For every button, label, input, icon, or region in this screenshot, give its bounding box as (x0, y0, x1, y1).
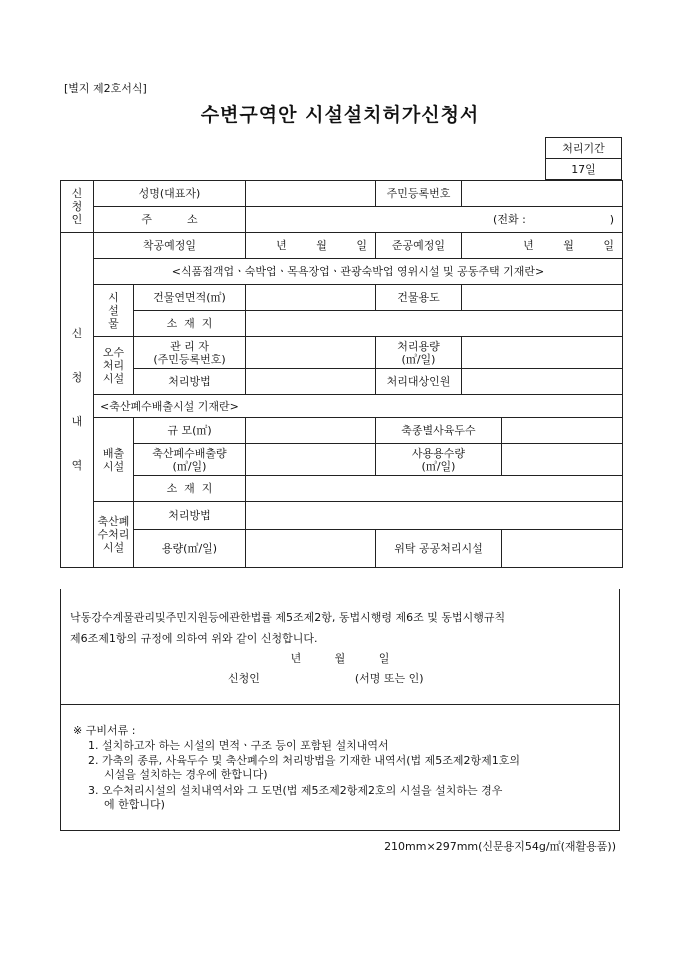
discharge-location-label: 소 재 지 (134, 476, 246, 502)
building-use-label: 건물용도 (376, 285, 462, 311)
treat-population-label: 처리대상인원 (376, 369, 462, 395)
public-treat-label: 위탁 공공처리시설 (376, 530, 502, 568)
discharge-facility-label: 배출 시설 (94, 418, 134, 502)
wastewater-field[interactable] (246, 444, 376, 476)
document-item-3: 3. 오수처리시설의 설치내역서와 그 도면(법 제5조제2항제2호의 시설을 설치하는 경우 (88, 784, 503, 797)
facility-location-label: 소 재 지 (134, 311, 246, 337)
applicant-section-label: 신 청 인 (61, 181, 94, 233)
declaration-line-1: 낙동강수계물관리및주민지원등에관한법률 제5조제2항, 동법시행령 제6조 및 동법시행규칙 (70, 611, 506, 624)
processing-period-label: 처리기간 (546, 138, 622, 159)
scale-label: 규 모(㎡) (134, 418, 246, 444)
building-use-field[interactable] (462, 285, 623, 311)
livestock-method-label: 처리방법 (134, 502, 246, 530)
sewage-facility-label: 오수 처리 시설 (94, 337, 134, 395)
declaration-line-2: 제6조제1항의 규정에 의하여 위와 같이 신청합니다. (70, 632, 318, 645)
treat-capacity-field[interactable] (462, 337, 623, 369)
floor-area-field[interactable] (246, 285, 376, 311)
address-field[interactable]: (전화 : ) (246, 207, 623, 233)
documents-title: ※ 구비서류 : (73, 724, 136, 737)
document-item-2: 2. 가축의 종류, 사육두수 및 축산폐수의 처리방법을 기재한 내역서(법 제5조제2항제1호의 (88, 754, 521, 767)
paper-spec: 210mm×297mm(신문용지54g/㎡(재활용품)) (384, 840, 616, 853)
name-field[interactable] (246, 181, 376, 207)
treat-method-label: 처리방법 (134, 369, 246, 395)
processing-period-box (545, 137, 622, 180)
completion-date-label: 준공예정일 (376, 233, 462, 259)
treat-population-field[interactable] (462, 369, 623, 395)
reg-no-label: 주민등록번호 (376, 181, 462, 207)
floor-area-label: 건물연면적(㎡) (134, 285, 246, 311)
applicant-signature-line (228, 670, 424, 686)
livestock-note: <축산폐수배출시설 기재란> (94, 395, 623, 418)
document-title: 수변구역안 시설설치허가신청서 (200, 104, 480, 126)
address-label: 주 소 (94, 207, 246, 233)
livestock-treat-label: 축산폐 수처리 시설 (94, 502, 134, 568)
application-table (60, 180, 623, 568)
completion-date-field[interactable]: 년 월 일 (462, 233, 623, 259)
facility-location-field[interactable] (246, 311, 623, 337)
form-code: [별지 제2호서식] (64, 82, 147, 95)
details-section-label: 신 청 내 역 (61, 233, 94, 568)
livestock-count-field[interactable] (502, 418, 623, 444)
declaration-text (70, 607, 620, 649)
treat-method-field[interactable] (246, 369, 376, 395)
livestock-method-field[interactable] (246, 502, 623, 530)
reg-no-field[interactable] (462, 181, 623, 207)
signature-label: (서명 또는 인) (354, 672, 424, 685)
manager-field[interactable] (246, 337, 376, 369)
document-item-3-cont: 에 한합니다) (104, 798, 165, 811)
public-treat-field[interactable] (502, 530, 623, 568)
processing-period-value: 17일 (546, 159, 622, 180)
document-item-1: 1. 설치하고자 하는 시설의 면적ㆍ구조 등이 포함된 설치내역서 (88, 739, 389, 752)
food-business-note: <식품접객업ㆍ숙박업ㆍ목욕장업ㆍ관광숙박업 영위시설 및 공동주택 기재란> (94, 259, 623, 285)
start-date-label: 착공예정일 (94, 233, 246, 259)
start-date-field[interactable]: 년 월 일 (246, 233, 376, 259)
capacity-field[interactable] (246, 530, 376, 568)
livestock-count-label: 축종별사육두수 (376, 418, 502, 444)
discharge-location-field[interactable] (246, 476, 623, 502)
manager-label: 관 리 자 (주민등록번호) (134, 337, 246, 369)
capacity-label: 용량(㎥/일) (134, 530, 246, 568)
wastewater-label: 축산폐수배출량 (㎥/일) (134, 444, 246, 476)
document-item-2-cont: 시설을 설치하는 경우에 한합니다) (104, 768, 268, 781)
name-label: 성명(대표자) (94, 181, 246, 207)
declaration-date[interactable]: 년 월 일 (290, 652, 390, 665)
scale-field[interactable] (246, 418, 376, 444)
facility-label: 시 설 물 (94, 285, 134, 337)
applicant-sign-label: 신청인 (228, 672, 260, 685)
water-use-field[interactable] (502, 444, 623, 476)
treat-capacity-label: 처리용량 (㎥/일) (376, 337, 462, 369)
water-use-label: 사용용수량 (㎥/일) (376, 444, 502, 476)
